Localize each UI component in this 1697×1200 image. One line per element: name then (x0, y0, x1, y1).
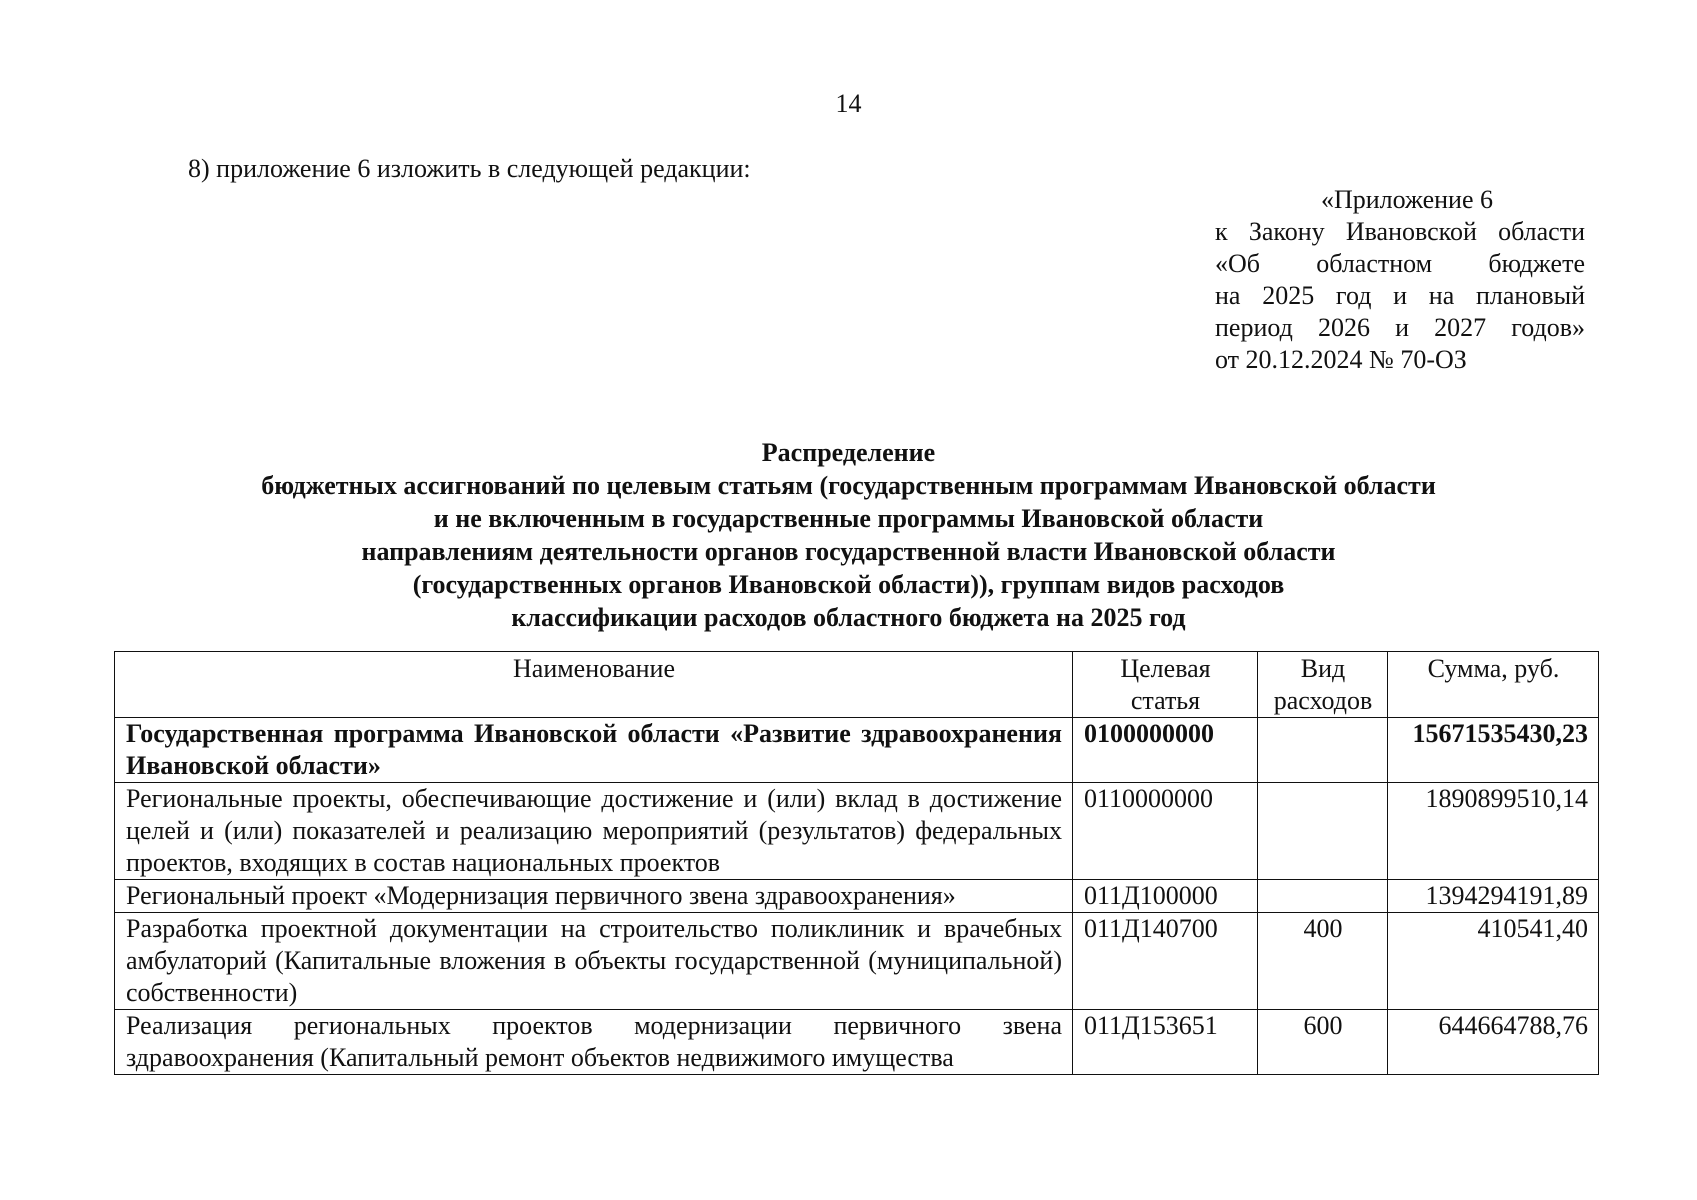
row-name: Разработка проектной документации на строительство поликлиник и врачебных амбулаторий (Капитальные вложения в объекты государственной (муниципальной) собственности) (115, 913, 1073, 1010)
row-name: Реализация региональных проектов модернизации первичного звена здравоохранения (Капитальный ремонт объектов недвижимого имущества (126, 1011, 1062, 1072)
intro-text: 8) приложение 6 изложить в следующей редакции: (188, 154, 751, 183)
appendix-line: от 20.12.2024 № 70-ОЗ (1215, 345, 1467, 374)
title-line: (государственных органов Ивановской области)), группам видов расходов (412, 570, 1285, 599)
row-sum: 410541,40 (1388, 913, 1599, 1010)
table-header-row (115, 652, 1599, 718)
row-name: Региональный проект «Модернизация первичного звена здравоохранения» (115, 880, 1073, 913)
header-type: Вид расходов (1258, 652, 1388, 718)
appendix-header (1215, 184, 1585, 376)
row-name: Государственная программа Ивановской области «Развитие здравоохранения Ивановской области» (115, 718, 1073, 783)
row-code: 011Д100000 (1073, 880, 1258, 913)
page-number: 14 (835, 89, 862, 118)
header-name: Наименование (115, 652, 1073, 718)
table-row (115, 718, 1599, 783)
table-row (115, 913, 1599, 1010)
title-line: классификации расходов областного бюджета на 2025 год (511, 603, 1186, 632)
row-type (1258, 783, 1388, 880)
appendix-line: к Закону Ивановской области (1215, 217, 1585, 246)
header-code: Целевая статья (1073, 652, 1258, 718)
row-name: Региональные проекты, обеспечивающие достижение и (или) вклад в достижение целей и (или) показателей и реализацию мероприятий (результатов) федеральных проектов, входящих в состав национальных проектов (115, 783, 1073, 880)
header-sum: Сумма, руб. (1388, 652, 1599, 718)
row-sum: 15671535430,23 (1388, 718, 1599, 783)
table-row (115, 1010, 1599, 1075)
row-sum: 644664788,76 (1388, 1010, 1599, 1075)
table-row (115, 783, 1599, 880)
title-line: Распределение (761, 438, 936, 467)
row-sum: 1890899510,14 (1388, 783, 1599, 880)
row-type (1258, 718, 1388, 783)
appendix-line: «Об областном бюджете (1215, 249, 1585, 278)
row-code: 011Д153651 (1073, 1010, 1258, 1075)
row-type (1258, 880, 1388, 913)
row-type: 600 (1258, 1010, 1388, 1075)
document-title (0, 436, 1697, 634)
budget-table (114, 651, 1599, 1075)
row-code: 0100000000 (1073, 718, 1258, 783)
row-name-cell (115, 1010, 1073, 1075)
appendix-line: «Приложение 6 (1320, 185, 1494, 214)
row-code: 011Д140700 (1073, 913, 1258, 1010)
appendix-line: на 2025 год и на плановый (1215, 281, 1585, 310)
appendix-line: период 2026 и 2027 годов» (1215, 313, 1585, 342)
title-line: и не включенным в государственные программы Ивановской области (433, 504, 1264, 533)
title-line: направлениям деятельности органов государственной власти Ивановской области (361, 537, 1336, 566)
title-line: бюджетных ассигнований по целевым статьям (государственным программам Ивановской области (261, 471, 1436, 500)
row-code: 0110000000 (1073, 783, 1258, 880)
table-row (115, 880, 1599, 913)
row-sum: 1394294191,89 (1388, 880, 1599, 913)
row-type: 400 (1258, 913, 1388, 1010)
